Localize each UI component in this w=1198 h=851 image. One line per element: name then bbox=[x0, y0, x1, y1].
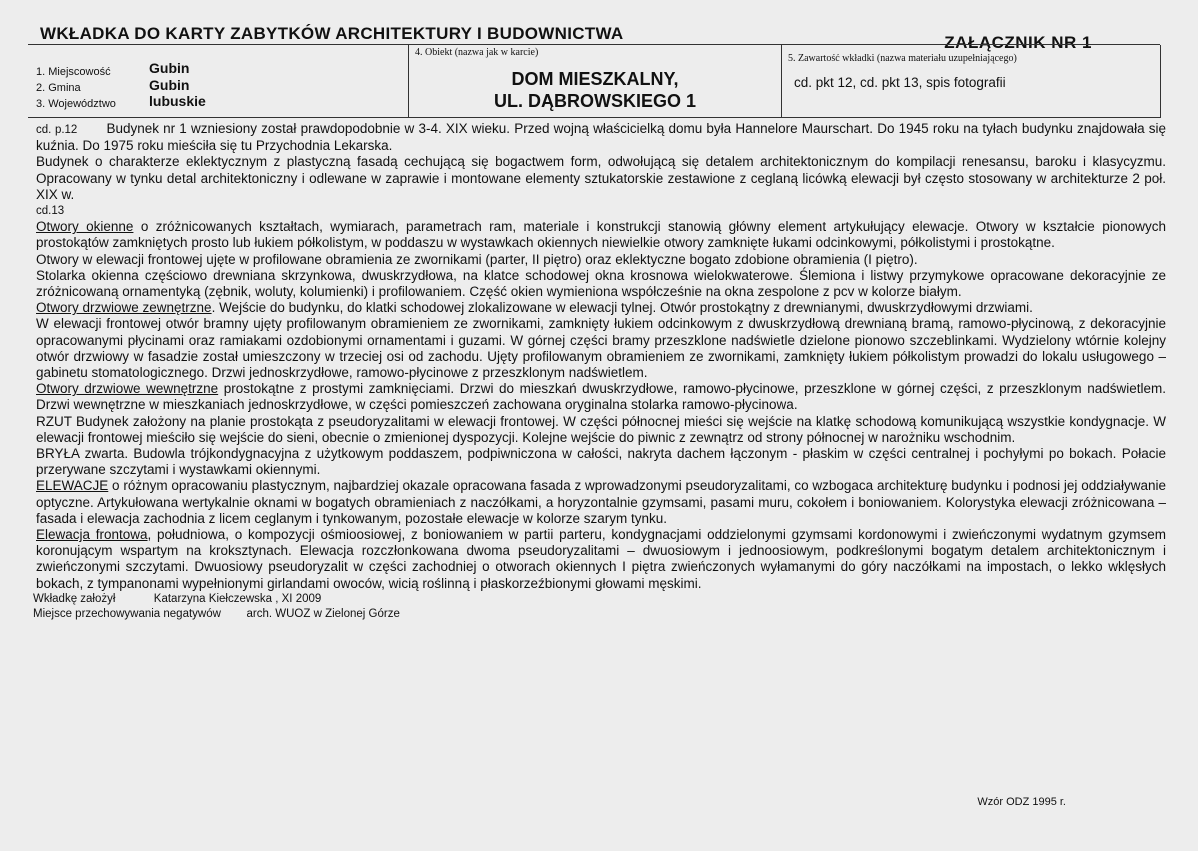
object-title-line1: DOM MIESZKALNY, bbox=[511, 69, 679, 89]
annex-label: ZAŁĄCZNIK NR 1 bbox=[944, 33, 1092, 52]
object-box bbox=[409, 45, 782, 118]
location-box bbox=[28, 45, 409, 118]
location-value-town: Gubin bbox=[149, 60, 190, 76]
section-ref-13: cd.13 bbox=[36, 205, 65, 218]
object-label: 4. Obiekt (nazwa jak w karcie) bbox=[415, 47, 539, 58]
paragraph-external-doors bbox=[36, 300, 1166, 316]
paragraph-front-windows: Otwory w elewacji frontowej ujęte w profilowane obramienia ze zwornikami (parter, II piętro) oraz eklektyczne bogato zdobione obramienia (I piętro). bbox=[36, 251, 918, 267]
location-value-commune: Gubin bbox=[149, 77, 190, 93]
paragraph-internal-doors bbox=[36, 381, 1166, 413]
footer-author-row bbox=[33, 592, 1166, 607]
heading-front-elevation: Elewacja frontowa bbox=[36, 527, 148, 543]
location-label-1: 1. Miejscowość bbox=[36, 66, 111, 78]
page-header-title: WKŁADKA DO KARTY ZABYTKÓW ARCHITEKTURY I BUDOWNICTWA bbox=[40, 24, 624, 43]
footer-negatives-label: Miejsce przechowywania negatywów bbox=[33, 607, 221, 620]
footer-author-value: Katarzyna Kiełczewska , XI 2009 bbox=[153, 592, 322, 605]
heading-windows: Otwory okienne bbox=[36, 219, 134, 235]
paragraph-internal-doors-text: prostokątne z prostymi zamknięciami. Drzwi do mieszkań dwuskrzydłowe, ramowo-płycinowe, przeszklone w górnej części, z przeszklonym nadświetlem. Drzwi wewnętrzne w mieszkaniach jednoskrzydłowe, w części pomieszczeń zachowana oryginalna stolarka ramowo-płycinowa. bbox=[36, 381, 1166, 413]
heading-elevations: ELEWACJE bbox=[36, 478, 109, 494]
object-title-line2: UL. DĄBROWSKIEGO 1 bbox=[493, 91, 696, 111]
contents-label: 5. Zawartość wkładki (nazwa materiału uzupełniającego) bbox=[788, 53, 1017, 64]
location-label-3: 3. Województwo bbox=[36, 98, 116, 110]
paragraph-history-text: Budynek nr 1 wzniesiony został prawdopodobnie w 3-4. XIX wieku. Przed wojną właścicielką domu była Hannelore Maurschart. Do 1945 roku na tyłach budynku znajdowała się kuźnia. Do 1975 roku mieściła się tu Przychodnia Lekarska. bbox=[36, 121, 1166, 154]
footer-author-label: Wkładkę założył bbox=[33, 592, 116, 605]
section-ref-12: cd. p.12 bbox=[36, 124, 78, 136]
contents-value: cd. pkt 12, cd. pkt 13, spis fotografii bbox=[794, 75, 1006, 90]
paragraph-plan: RZUT Budynek założony na planie prostokąta z pseudoryzalitami w elewacji frontowej. W części północnej mieści się wejście na klatkę schodową komunikującą wszystkie kondygnacje. W elewacji frontowej mieściło się wejście do sieni, obecnie o zmienionej dyspozycji. Kolejne wejście do piwnic z zewnątrz od strony północnej w narożniku wschodnim. bbox=[36, 413, 1166, 445]
document-body bbox=[33, 121, 1166, 622]
paragraph-elevations bbox=[36, 478, 1166, 527]
heading-external-doors: Otwory drzwiowe zewnętrzne bbox=[36, 300, 212, 316]
paragraph-joinery: Stolarka okienna częściowo drewniana skrzynkowa, dwuskrzydłowa, na klatce schodowej okna krosnowa wielokwaterowe. Ślemiona i listwy przymykowe opracowane dekoracyjnie ze zróżnicowaną ornamentyką (zębnik, woluty, kolumienki) i profilowaniem. Część okien wymieniona współcześnie na okna zespolone z pcv w kolorze białym. bbox=[36, 267, 1166, 300]
footer-negatives-value: arch. WUOZ w Zielonej Górze bbox=[246, 607, 400, 620]
paragraph-windows-text: o zróżnicowanych kształtach, wymiarach, parametrach ram, materiale i konstrukcji stanowią główny element artykułujący elewacje. Otwory w kształcie pionowych prostokątów zamkniętych prosto lub łukiem półkolistym, w poddaszu w wystawkach okiennych niewielkie otwory zamknięte łukami odcinkowymi, półkolistymi i prostokątne. bbox=[36, 219, 1166, 251]
paragraph-front-elevation-text: , południowa, o kompozycji ośmioosiowej, z boniowaniem w partii parteru, kondygnacjami oddzielonymi gzymsami kordonowymi i zwieńczonymi wydatnym gzymsem koronującym wspartym na kroksztynach. Elewacja rozczłonkowana dwoma pseudoryzalitami – dwuosiowym i jednoosiowym, podkreślonymi bogatym detalem architektonicznym i zwieńczonymi szczytami. Dwuosiowy pseudoryzalit w części zachodniej o otworach okiennych I piętra zwieńczonych wyłamanymi do góry naczółkami na impostach, o lekko wklęsłych bokach, z tympanonami wypełnionymi girlandami owoców, wicią roślinną i płaskorzeźbionymi głowami męskimi. bbox=[36, 527, 1166, 591]
footer-negatives-row bbox=[33, 607, 1166, 622]
paragraph-elevations-text: o różnym opracowaniu plastycznym, najbardziej okazale opracowana fasada z wprowadzonymi pseudoryzalitami, co wzbogaca architekturę budynku i podnosi jej oddziaływanie optyczne. Artykułowana wertykalnie oknami w bogatych obramieniach z naczółkami, a horyzontalnie gzymsami, pasami muru, cokołem i boniowaniem. Kolorystyka elewacji zróżnicowana – fasada i elewacja zachodnia z licem ceglanym i tynkowanym, pozostałe elewacje w kolorze szarym tynku. bbox=[36, 478, 1166, 526]
paragraph-gate: W elewacji frontowej otwór bramny ujęty profilowanym obramieniem ze zwornikami, zamknięty łukiem odcinkowym z dwuskrzydłową drewnianą bramą, ramowo-płycinową, z dekoracyjnie opracowanymi płycinami oraz ramiakami ozdobionymi ornamentami i guzami. W górnej części bramy przeszklone nadświetle dzielone pionowo szczeblinkami. Wydzielony wtórnie kolejny otwór drzwiowy w fasadzie został umieszczony w trzeciej osi od zachodu. Ujęty profilowanym obramieniem ze zwornikami, zamknięty łukiem półkolistym prowadzi do lokalu usługowego – gabinetu stomatologicznego. Drzwi jednoskrzydłowe, ramowo-płycinowe z przeszklonym nadświetlem. bbox=[36, 316, 1166, 381]
pattern-note: Wzór ODZ 1995 r. bbox=[977, 796, 1066, 808]
heading-internal-doors: Otwory drzwiowe wewnętrzne bbox=[36, 381, 219, 397]
paragraph-windows bbox=[36, 219, 1166, 251]
paragraph-front-elevation bbox=[36, 527, 1166, 592]
location-label-2: 2. Gmina bbox=[36, 82, 81, 94]
contents-box bbox=[782, 45, 1161, 118]
paragraph-history bbox=[36, 121, 1166, 154]
paragraph-massing: BRYŁA zwarta. Budowla trójkondygnacyjna z użytkowym poddaszem, podpiwniczona w całości, nakryta dachem łączonym - płaskim w części centralnej i pochyłymi po bokach. Połacie przerywane szczytami i wystawkami okiennymi. bbox=[36, 446, 1166, 478]
location-value-voivodeship: lubuskie bbox=[149, 93, 206, 109]
paragraph-external-doors-text: . Wejście do budynku, do klatki schodowej zlokalizowane w elewacji tylnej. Otwór prostokątny z drewnianymi, dwuskrzydłowymi drzwiami. bbox=[211, 300, 1033, 316]
paragraph-style: Budynek o charakterze eklektycznym z plastyczną fasadą cechującą się bogactwem form, odwołującą się detalem architektonicznym do kompilacji renesansu, baroku i klasycyzmu. Opracowany w tynku detal architektoniczny i odlewane w zaprawie i montowane elementy sztukatorskie zestawione z ceglaną licówką elewacji był często stosowany w architekturze 2 poł. XIX w. bbox=[36, 154, 1166, 202]
